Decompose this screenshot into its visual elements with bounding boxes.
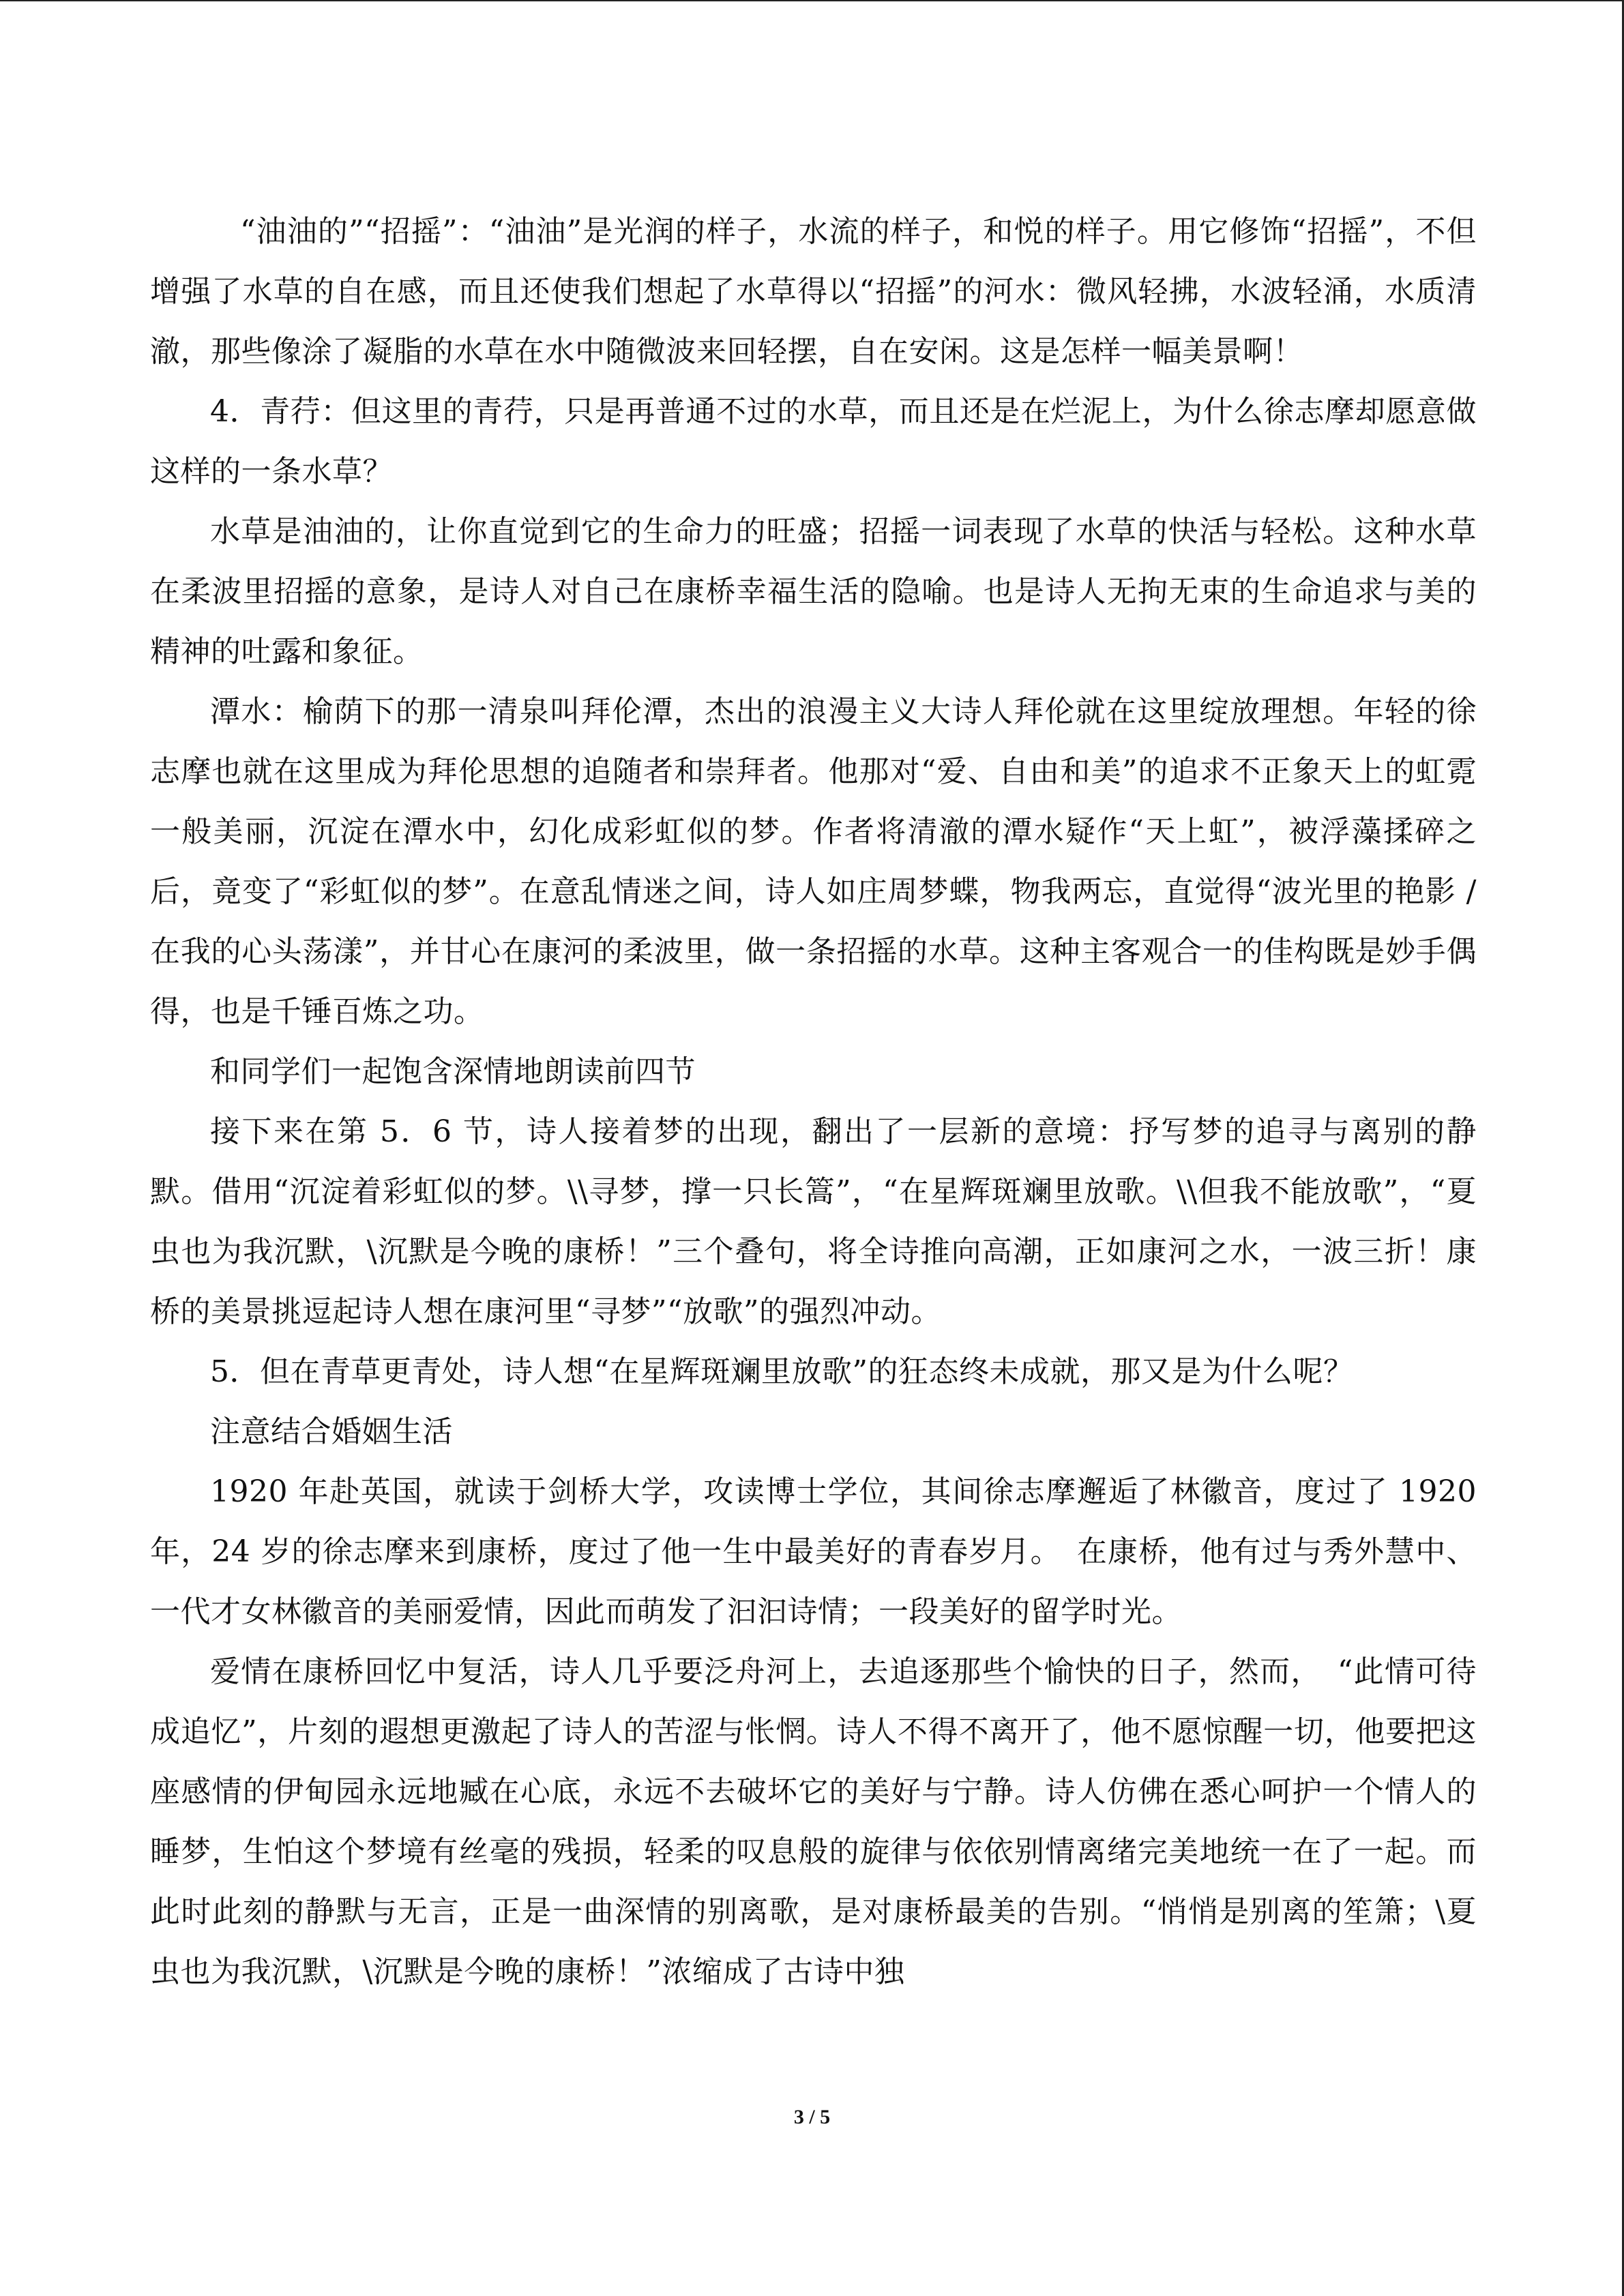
paragraph-shuicao: 水草是油油的，让你直觉到它的生命力的旺盛；招摇一词表现了水草的快活与轻松。这种水草在柔波里招摇的意象，是诗人对自己在康桥幸福生活的隐喻。也是诗人无拘无束的生命追求与美的精神的吐露和象征。 <box>150 514 1477 669</box>
paragraph-note-marriage: 注意结合婚姻生活 <box>210 1414 453 1449</box>
paragraph-question-5: 5．但在青草更青处，诗人想“在星辉斑斓里放歌”的狂态终未成就，那又是为什么呢？ <box>210 1354 1354 1389</box>
paragraph-youyou-zhaoyao: “油油的”“招摇”：“油油”是光润的样子，水流的样子，和悦的样子。用它修饰“招摇”，不但增强了水草的自在感，而且还使我们想起了水草得以“招摇”的河水：微风轻拂，水波轻涌，水质清澈，那些像涂了凝脂的水草在水中随微波来回轻摆，自在安闲。这是怎样一幅美景啊！ <box>150 214 1477 369</box>
page-number: 3 / 5 <box>793 2106 831 2128</box>
paragraph-section-5-6: 接下来在第 5．6 节，诗人接着梦的出现，翻出了一层新的意境：抒写梦的追寻与离别的静默。借用“沉淀着彩虹似的梦。\\寻梦，撑一只长篙”，“在星辉斑斓里放歌。\\但我不能放歌”，“夏虫也为我沉默，\沉默是今晚的康桥！”三个叠句，将全诗推向高潮，正如康河之水，一波三折！康桥的美景挑逗起诗人想在康河里“寻梦”“放歌”的强烈冲动。 <box>150 1114 1477 1329</box>
paragraph-1920: 1920 年赴英国，就读于剑桥大学，攻读博士学位，其间徐志摩邂逅了林徽音，度过了 1920 年，24 岁的徐志摩来到康桥，度过了他一生中最美好的青春岁月。 在康桥，他有过与秀外慧中、一代才女林徽音的美丽爱情，因此而萌发了汩汩诗情；一段美好的留学时光。 <box>150 1474 1477 1629</box>
paragraph-tanshui: 潭水：榆荫下的那一清泉叫拜伦潭，杰出的浪漫主义大诗人拜伦就在这里绽放理想。年轻的徐志摩也就在这里成为拜伦思想的追随者和崇拜者。他那对“爱、自由和美”的追求不正象天上的虹霓一般美丽，沉淀在潭水中，幻化成彩虹似的梦。作者将清澈的潭水疑作“天上虹”，被浮藻揉碎之后，竟变了“彩虹似的梦”。在意乱情迷之间，诗人如庄周梦蝶，物我两忘，直觉得“波光里的艳影 / 在我的心头荡漾”，并甘心在康河的柔波里，做一条招摇的水草。这种主客观合一的佳构既是妙手偶得，也是千锤百炼之功。 <box>150 694 1477 1029</box>
paragraph-love-revival: 爱情在康桥回忆中复活，诗人几乎要泛舟河上，去追逐那些个愉快的日子，然而， “此情可待成追忆”，片刻的遐想更激起了诗人的苦涩与怅惘。诗人不得不离开了，他不愿惊醒一切，他要把这座感情的伊甸园永远地臧在心底，永远不去破坏它的美好与宁静。诗人仿佛在悉心呵护一个情人的睡梦，生怕这个梦境有丝毫的残损，轻柔的叹息般的旋律与依依别情离绪完美地统一在了一起。而此时此刻的静默与无言，正是一曲深情的别离歌，是对康桥最美的告别。“悄悄是别离的笙箫；\夏虫也为我沉默，\沉默是今晚的康桥！”浓缩成了古诗中独 <box>150 1654 1477 1989</box>
paragraph-read-aloud: 和同学们一起饱含深情地朗读前四节 <box>210 1054 696 1089</box>
document-body <box>150 202 1477 2002</box>
paragraph-question-4: 4．青荇：但这里的青荇，只是再普通不过的水草，而且还是在烂泥上，为什么徐志摩却愿意做这样的一条水草？ <box>150 394 1477 489</box>
page-top-border <box>0 0 1624 1</box>
